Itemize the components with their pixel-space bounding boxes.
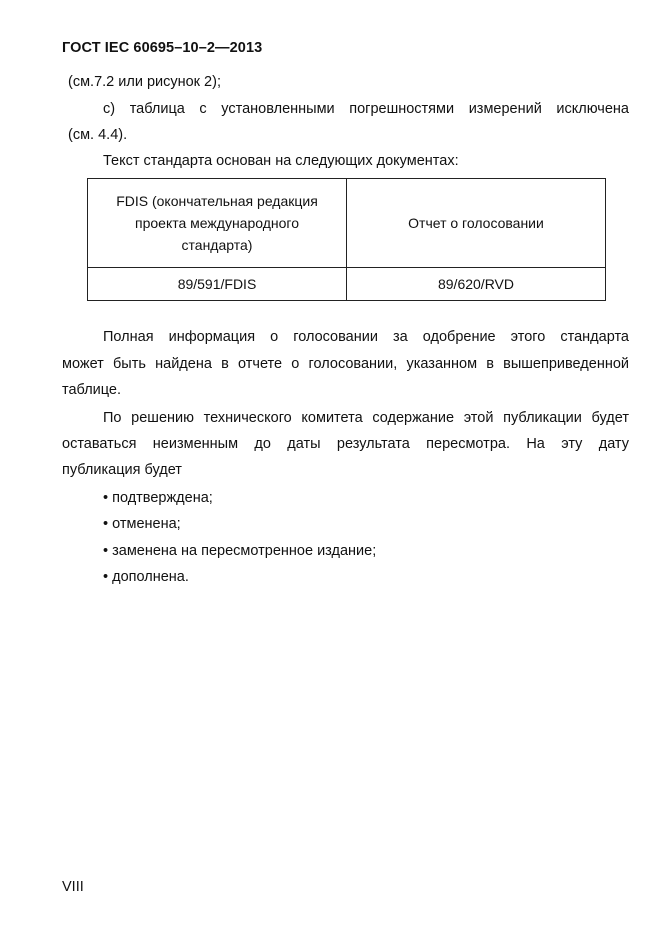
para2-line3: публикация будет <box>62 462 182 478</box>
table-header-row <box>88 179 606 268</box>
table-cell-fdis: 89/591/FDIS <box>88 268 347 301</box>
list-item: • заменена на пересмотренное издание; <box>103 543 377 559</box>
header-cell-fdis <box>88 179 347 268</box>
para2-line1: По решению технического комитета содержание этой публикации будет <box>103 410 629 426</box>
table-row <box>88 268 606 301</box>
list-item: • дополнена. <box>103 569 189 585</box>
header-cell-fdis-line: FDIS (окончательная редакция <box>116 193 318 209</box>
document-header: ГОСТ IEC 60695–10–2—2013 <box>62 40 263 56</box>
page-number: VIII <box>62 879 84 895</box>
intro-line: (см.7.2 или рисунок 2); <box>68 74 221 90</box>
header-cell-fdis-line: проекта международного <box>135 215 299 231</box>
para2-line2: оставаться неизменным до даты результата пересмотра. На эту дату <box>62 436 629 452</box>
list-item: • отменена; <box>103 516 181 532</box>
table-cell-rvd: 89/620/RVD <box>347 268 606 301</box>
documents-table <box>87 178 606 301</box>
para1-line2: может быть найдена в отчете о голосовании, указанном в вышеприведенной <box>62 356 629 372</box>
header-cell-voting-report: Отчет о голосовании <box>347 179 606 268</box>
item-c-line1: с) таблица с установленными погрешностями измерений исключена <box>103 101 629 117</box>
header-cell-fdis-line: стандарта) <box>181 237 253 253</box>
para1-line3: таблице. <box>62 382 121 398</box>
list-item: • подтверждена; <box>103 490 213 506</box>
item-c-line2: (см. 4.4). <box>68 127 128 143</box>
para1-line1: Полная информация о голосовании за одобрение этого стандарта <box>103 329 629 345</box>
basis-sentence: Текст стандарта основан на следующих документах: <box>103 153 459 169</box>
